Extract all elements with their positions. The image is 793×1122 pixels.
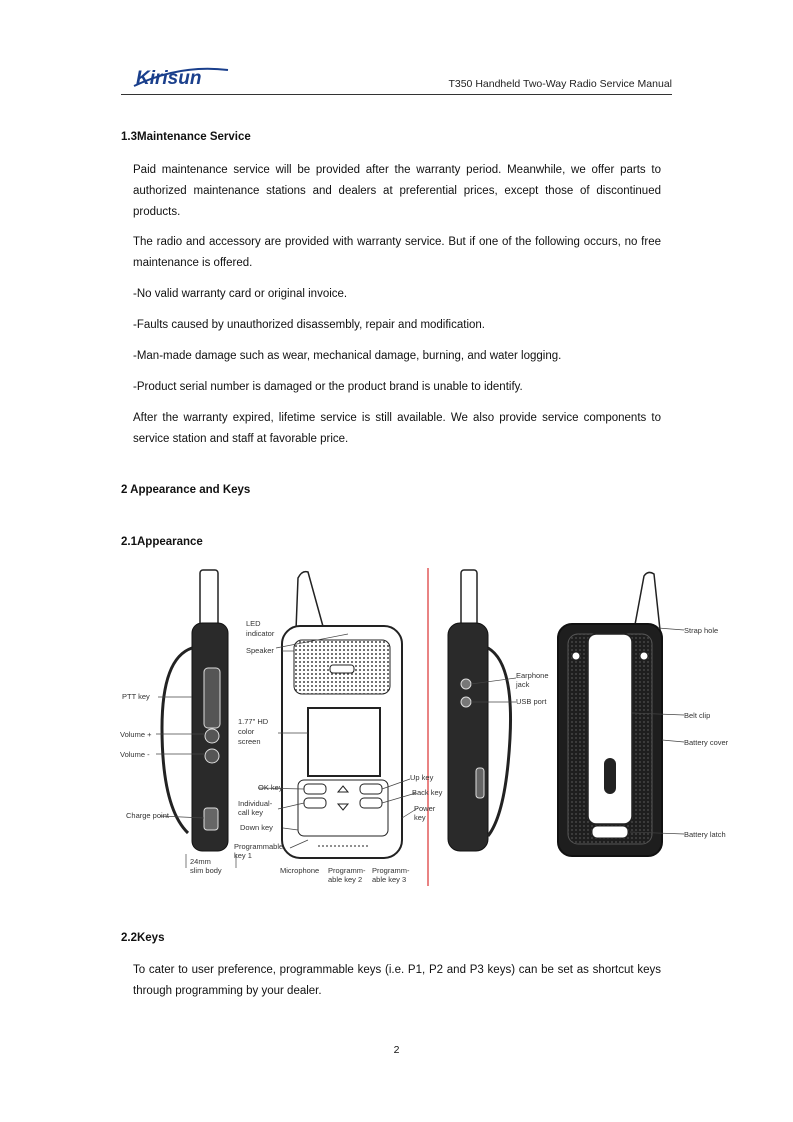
- radio-front-view: [282, 572, 402, 858]
- label-power-key-2: key: [414, 813, 426, 822]
- label-strap-hole: Strap hole: [684, 626, 719, 635]
- label-microphone: Microphone: [280, 866, 320, 875]
- maintenance-paragraph-3: After the warranty expired, lifetime service is still available. We also provide service components to service station and staff at favorable price.: [133, 412, 661, 445]
- label-speaker: Speaker: [246, 646, 274, 655]
- label-slim-body-2: slim body: [190, 866, 222, 875]
- radio-side-view-right: [448, 570, 511, 851]
- label-individual-call-1: Individual-: [238, 799, 273, 808]
- header-title: T350 Handheld Two-Way Radio Service Manual: [448, 78, 672, 90]
- exclusion-item: -Faults caused by unauthorized disassembly, repair and modification.: [133, 319, 485, 331]
- exclusion-item: -No valid warranty card or original invoice.: [133, 288, 348, 300]
- label-prog-key1-2: key 1: [234, 851, 252, 860]
- header-rule: [121, 94, 672, 95]
- label-prog-key2-2: able key 2: [328, 875, 363, 884]
- page-number: 2: [393, 1044, 400, 1056]
- maintenance-paragraph-1: Paid maintenance service will be provided after the warranty period. Meanwhile, we offer parts to authorized maintenance stations and dealers at preferential prices, except those of discontinued products.: [133, 164, 661, 218]
- label-charge-point-1: Charge point: [126, 811, 169, 820]
- label-volume-down: Volume -: [120, 750, 150, 759]
- label-volume-up: Volume +: [120, 730, 152, 739]
- label-individual-call-2: call key: [238, 808, 264, 817]
- logo-text: Kirisun: [136, 68, 202, 89]
- label-back-key: Back key: [412, 788, 443, 797]
- label-prog-key2-1: Programm-: [328, 866, 366, 875]
- keys-heading: 2.2Keys: [121, 932, 165, 944]
- label-power-key-1: Power: [414, 804, 436, 813]
- label-battery-cover: Battery cover: [684, 738, 729, 747]
- kirisun-logo: [130, 62, 230, 90]
- label-slim-body-1: 24mm: [190, 857, 211, 866]
- label-prog-key3-2: able key 3: [372, 875, 407, 884]
- label-led-indicator-1: LED: [246, 619, 261, 628]
- exclusion-item: -Man-made damage such as wear, mechanical damage, burning, and water logging.: [133, 350, 562, 362]
- label-screen-1: 1.77" HD: [238, 717, 269, 726]
- maintenance-heading: 1.3Maintenance Service: [121, 131, 251, 143]
- keys-paragraph: To cater to user preference, programmable keys (i.e. P1, P2 and P3 keys) can be set as shortcut keys through programming by your dealer.: [133, 964, 661, 997]
- label-led-indicator-2: indicator: [246, 629, 275, 638]
- maintenance-paragraph-2: The radio and accessory are provided with warranty service. But if one of the following occurs, no free maintenance is offered.: [133, 236, 661, 269]
- radio-back-view: [558, 572, 662, 856]
- radio-side-view-left: [162, 570, 228, 851]
- label-ptt-key: PTT key: [122, 692, 150, 701]
- label-ok-key: OK key: [258, 783, 283, 792]
- label-earphone-jack-1: Earphone: [516, 671, 549, 680]
- radio-appearance-figure: [118, 568, 738, 886]
- label-prog-key1-1: Programmable: [234, 842, 284, 851]
- appearance-keys-heading: 2 Appearance and Keys: [121, 484, 251, 496]
- label-up-key: Up key: [410, 773, 434, 782]
- label-screen-3: screen: [238, 737, 261, 746]
- label-earphone-jack-2: jack: [516, 680, 530, 689]
- label-battery-latch: Battery latch: [684, 830, 726, 839]
- label-usb-port: USB port: [516, 697, 547, 706]
- label-down-key: Down key: [240, 823, 273, 832]
- exclusion-item: -Product serial number is damaged or the product brand is unable to identify.: [133, 381, 523, 393]
- label-screen-2: color: [238, 727, 255, 736]
- appearance-heading: 2.1Appearance: [121, 536, 203, 548]
- label-belt-clip: Belt clip: [684, 711, 711, 720]
- label-prog-key3-1: Programm-: [372, 866, 410, 875]
